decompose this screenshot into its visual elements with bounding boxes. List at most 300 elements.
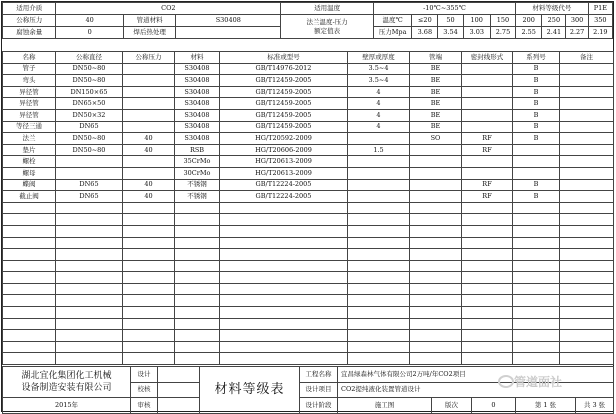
table-cell: 异径管	[3, 86, 56, 98]
table-cell: 异径管	[3, 109, 56, 121]
rev-label: 版次	[432, 398, 472, 414]
table-cell: SO	[410, 133, 462, 145]
table-cell	[123, 237, 175, 249]
table-cell	[560, 260, 614, 272]
table-cell	[348, 202, 410, 214]
pressure-cell: 3.68	[412, 27, 438, 39]
table-cell	[462, 202, 513, 214]
table-row	[3, 86, 614, 98]
table-cell	[513, 283, 560, 295]
table-cell	[513, 156, 560, 168]
table-cell: S30408	[175, 63, 220, 75]
table-cell	[3, 202, 56, 214]
table-cell	[56, 249, 123, 261]
table-cell	[56, 330, 123, 342]
table-cell: 4	[348, 109, 410, 121]
table-cell	[513, 318, 560, 330]
table-cell	[220, 260, 348, 272]
table-cell: GB/T12224-2005	[220, 191, 348, 203]
table-cell	[462, 330, 513, 342]
table-cell: GB/T12459-2005	[220, 109, 348, 121]
table-cell	[560, 191, 614, 203]
table-cell	[175, 272, 220, 284]
table-row	[3, 225, 614, 237]
table-cell	[3, 295, 56, 307]
table-cell	[348, 237, 410, 249]
table-cell	[56, 341, 123, 353]
table-row	[3, 283, 614, 295]
material-grade-sheet	[1, 1, 614, 412]
item-value: CO2提纯液化装置管道设计	[338, 382, 614, 398]
table-cell: S30408	[175, 98, 220, 110]
table-cell: B	[513, 191, 560, 203]
table-cell	[175, 353, 220, 365]
table-cell: DN50~80	[56, 133, 123, 145]
table-cell	[462, 353, 513, 365]
table-cell	[348, 260, 410, 272]
table-cell	[175, 330, 220, 342]
table-cell	[513, 307, 560, 319]
table-cell	[560, 353, 614, 365]
table-cell: 4	[348, 121, 410, 133]
table-row	[3, 75, 614, 87]
table-cell	[513, 249, 560, 261]
table-cell	[3, 307, 56, 319]
table-cell: 螺栓	[3, 156, 56, 168]
table-cell	[123, 272, 175, 284]
table-cell	[348, 191, 410, 203]
column-header: 公称压力	[123, 52, 175, 64]
temp-cell: 250	[542, 15, 566, 27]
table-cell: 3.5~4	[348, 63, 410, 75]
table-cell: RSB	[175, 144, 220, 156]
table-cell: HG/T20613-2009	[220, 156, 348, 168]
page-total: 共 3 张	[576, 398, 614, 414]
table-cell	[3, 214, 56, 226]
pressure-cell: 3.54	[438, 27, 463, 39]
table-cell	[123, 307, 175, 319]
table-cell	[123, 330, 175, 342]
table-cell	[56, 353, 123, 365]
pressure-cell: 2.19	[588, 27, 612, 39]
medium-value: CO2	[56, 3, 281, 15]
table-cell: GB/T12224-2005	[220, 179, 348, 191]
table-cell	[220, 330, 348, 342]
table-row	[3, 133, 614, 145]
table-cell	[220, 353, 348, 365]
table-cell	[220, 318, 348, 330]
table-cell	[56, 214, 123, 226]
table-cell	[175, 260, 220, 272]
table-cell: 截止阀	[3, 191, 56, 203]
table-cell	[56, 237, 123, 249]
pressure-cell: 2.55	[516, 27, 542, 39]
table-cell: S30408	[175, 86, 220, 98]
table-cell	[513, 202, 560, 214]
table-cell: 弯头	[3, 75, 56, 87]
pressure-cell: 3.03	[463, 27, 490, 39]
project-value: 宜昌绿森林气体有限公司2万吨/年CO2项目	[338, 367, 614, 383]
table-row	[3, 353, 614, 365]
check-label: 校核	[131, 382, 158, 398]
table-row	[3, 63, 614, 75]
temp-cell: 350	[588, 15, 612, 27]
table-cell	[123, 318, 175, 330]
table-cell	[348, 249, 410, 261]
table-row	[3, 98, 614, 110]
table-cell	[175, 295, 220, 307]
grade-label: 材料等级代号	[516, 3, 589, 15]
table-cell: 不锈钢	[175, 179, 220, 191]
table-row	[3, 121, 614, 133]
table-cell: RF	[462, 133, 513, 145]
table-cell: 法兰	[3, 133, 56, 145]
table-cell	[56, 283, 123, 295]
table-cell	[513, 237, 560, 249]
table-cell	[220, 237, 348, 249]
table-cell	[513, 260, 560, 272]
table-cell	[560, 75, 614, 87]
table-cell	[410, 179, 462, 191]
table-cell	[462, 260, 513, 272]
table-row	[3, 191, 614, 203]
table-row	[3, 330, 614, 342]
table-cell: B	[513, 121, 560, 133]
table-cell: GB/T12459-2005	[220, 75, 348, 87]
table-cell	[220, 307, 348, 319]
table-cell	[560, 156, 614, 168]
table-cell	[348, 341, 410, 353]
table-cell	[348, 167, 410, 179]
table-cell	[410, 318, 462, 330]
table-cell	[410, 330, 462, 342]
table-cell	[410, 156, 462, 168]
table-cell	[513, 225, 560, 237]
table-cell: 管子	[3, 63, 56, 75]
rev-value: 0	[472, 398, 516, 414]
table-cell	[560, 202, 614, 214]
table-cell	[462, 249, 513, 261]
table-cell	[513, 353, 560, 365]
temp-cell: ≤20	[412, 15, 438, 27]
table-cell: BE	[410, 98, 462, 110]
table-cell	[220, 283, 348, 295]
table-cell	[462, 167, 513, 179]
table-cell: 30CrMo	[175, 167, 220, 179]
table-cell	[123, 249, 175, 261]
table-cell	[3, 283, 56, 295]
rated-label	[281, 15, 374, 39]
table-cell: GB/T14976-2012	[220, 63, 348, 75]
table-row	[3, 167, 614, 179]
table-cell	[348, 283, 410, 295]
table-cell: 蝶阀	[3, 179, 56, 191]
table-cell	[56, 260, 123, 272]
table-cell: DN50×32	[56, 109, 123, 121]
table-cell	[410, 167, 462, 179]
table-cell: RF	[462, 191, 513, 203]
table-cell	[560, 283, 614, 295]
table-cell: B	[513, 98, 560, 110]
table-cell: 螺母	[3, 167, 56, 179]
table-cell	[513, 272, 560, 284]
table-cell	[3, 225, 56, 237]
table-cell	[410, 191, 462, 203]
table-cell	[560, 63, 614, 75]
table-cell	[123, 260, 175, 272]
table-cell: RF	[462, 179, 513, 191]
weld-label: 焊后热处理	[123, 27, 175, 39]
table-cell: B	[513, 109, 560, 121]
table-cell	[175, 307, 220, 319]
table-cell: RF	[462, 144, 513, 156]
table-cell	[123, 214, 175, 226]
table-cell	[348, 353, 410, 365]
table-cell: GB/T12459-2005	[220, 98, 348, 110]
stage-label: 设计阶段	[300, 398, 338, 414]
table-cell	[462, 318, 513, 330]
table-cell	[3, 237, 56, 249]
table-cell	[220, 272, 348, 284]
wechat-icon	[498, 375, 514, 388]
table-cell	[348, 330, 410, 342]
table-cell: DN50~80	[56, 75, 123, 87]
table-cell	[123, 121, 175, 133]
pressure-cell: 2.27	[566, 27, 588, 39]
table-cell	[462, 225, 513, 237]
table-cell	[560, 341, 614, 353]
table-cell: 等径三通	[3, 121, 56, 133]
table-cell	[3, 260, 56, 272]
table-cell	[56, 295, 123, 307]
table-cell	[560, 249, 614, 261]
table-cell	[175, 202, 220, 214]
column-header: 密封线形式	[462, 52, 513, 64]
grade-value: P1E	[588, 3, 612, 15]
table-cell	[220, 341, 348, 353]
table-cell	[123, 109, 175, 121]
table-cell	[220, 295, 348, 307]
table-cell	[410, 283, 462, 295]
table-cell: 40	[123, 144, 175, 156]
pressure-unit: 压力Mpa	[373, 27, 411, 39]
pressure-cell: 2.41	[542, 27, 566, 39]
table-cell	[3, 272, 56, 284]
table-cell	[348, 307, 410, 319]
table-row	[3, 214, 614, 226]
company-name-line2: 设备制造安装有限公司	[21, 383, 112, 393]
table-cell	[560, 272, 614, 284]
table-cell	[56, 156, 123, 168]
table-cell	[462, 307, 513, 319]
table-row	[3, 179, 614, 191]
design-sign	[158, 367, 200, 383]
table-cell: GB/T12459-2005	[220, 121, 348, 133]
table-cell	[220, 214, 348, 226]
table-cell: 异径管	[3, 98, 56, 110]
review-sign	[158, 398, 200, 414]
table-cell	[348, 179, 410, 191]
table-cell: DN65	[56, 179, 123, 191]
table-cell: S30408	[175, 133, 220, 145]
pressure-label: 公称压力	[3, 15, 56, 27]
table-cell	[462, 237, 513, 249]
table-cell	[560, 295, 614, 307]
table-cell	[560, 98, 614, 110]
table-cell	[462, 341, 513, 353]
table-row	[3, 144, 614, 156]
doc-title: 材料等级表	[200, 367, 300, 414]
table-cell	[462, 272, 513, 284]
table-cell	[462, 86, 513, 98]
table-cell: 4	[348, 98, 410, 110]
table-cell: DN65×50	[56, 98, 123, 110]
table-cell: BE	[410, 109, 462, 121]
table-cell: 垫片	[3, 144, 56, 156]
table-cell	[123, 225, 175, 237]
column-header: 材料	[175, 52, 220, 64]
table-cell	[56, 167, 123, 179]
table-cell	[410, 249, 462, 261]
table-cell	[410, 307, 462, 319]
table-cell	[123, 86, 175, 98]
table-cell	[123, 295, 175, 307]
table-row	[3, 272, 614, 284]
corrosion-label: 腐蚀余量	[3, 27, 56, 39]
material-table	[2, 51, 614, 365]
table-row	[3, 109, 614, 121]
stage-value: 施工图	[338, 398, 432, 414]
column-header: 壁厚或厚度	[348, 52, 410, 64]
temp-label: 适用温度	[281, 3, 374, 15]
table-cell	[175, 341, 220, 353]
table-cell: B	[513, 75, 560, 87]
table-cell	[513, 167, 560, 179]
table-cell	[348, 156, 410, 168]
table-cell: B	[513, 63, 560, 75]
table-cell	[560, 86, 614, 98]
table-cell	[410, 341, 462, 353]
table-row	[3, 156, 614, 168]
table-cell: 1.5	[348, 144, 410, 156]
table-cell: BE	[410, 63, 462, 75]
table-cell	[3, 249, 56, 261]
table-cell	[560, 237, 614, 249]
table-cell: DN50~80	[56, 144, 123, 156]
table-cell: DN65	[56, 191, 123, 203]
table-cell: 不锈钢	[175, 191, 220, 203]
table-cell	[462, 109, 513, 121]
table-cell	[56, 318, 123, 330]
table-cell	[513, 330, 560, 342]
company-name-line1: 湖北宜化集团化工机械	[21, 371, 112, 381]
temp-unit: 温度℃	[373, 15, 411, 27]
table-cell: 4	[348, 86, 410, 98]
table-row	[3, 307, 614, 319]
table-cell	[462, 63, 513, 75]
temp-value: -10℃~355℃	[373, 3, 515, 15]
table-cell	[560, 214, 614, 226]
table-cell	[3, 353, 56, 365]
table-cell	[410, 202, 462, 214]
rated-label-line2: 额定值表	[314, 26, 341, 35]
table-cell	[410, 214, 462, 226]
table-cell	[175, 237, 220, 249]
table-cell	[3, 341, 56, 353]
table-cell	[560, 318, 614, 330]
temp-cell: 200	[516, 15, 542, 27]
table-cell	[123, 156, 175, 168]
table-cell: DN150×65	[56, 86, 123, 98]
table-cell	[462, 214, 513, 226]
check-sign	[158, 382, 200, 398]
table-cell	[348, 225, 410, 237]
table-row	[3, 260, 614, 272]
temp-cell: 150	[490, 15, 515, 27]
watermark: 管道面社	[514, 375, 563, 389]
table-cell	[348, 133, 410, 145]
table-cell	[560, 307, 614, 319]
table-cell	[56, 225, 123, 237]
table-cell	[175, 214, 220, 226]
table-cell: BE	[410, 121, 462, 133]
table-cell	[410, 225, 462, 237]
column-header: 系列号	[513, 52, 560, 64]
table-cell	[56, 272, 123, 284]
material-table-body	[3, 63, 614, 364]
table-cell: S30408	[175, 121, 220, 133]
table-cell	[123, 63, 175, 75]
table-cell	[56, 202, 123, 214]
table-cell	[123, 75, 175, 87]
table-cell	[175, 249, 220, 261]
table-cell	[56, 307, 123, 319]
table-cell	[513, 341, 560, 353]
column-header: 管端	[410, 52, 462, 64]
table-cell: BE	[410, 86, 462, 98]
table-cell	[410, 260, 462, 272]
header-table	[2, 2, 613, 39]
table-cell: B	[513, 86, 560, 98]
table-cell	[560, 109, 614, 121]
table-cell	[348, 214, 410, 226]
design-label: 设计	[131, 367, 158, 383]
table-cell	[560, 133, 614, 145]
temp-cell: 300	[566, 15, 588, 27]
pipe-value: S30408	[176, 15, 281, 27]
column-header: 名称	[3, 52, 56, 64]
table-cell	[410, 353, 462, 365]
table-row	[3, 202, 614, 214]
temp-cell: 50	[438, 15, 463, 27]
table-cell	[513, 214, 560, 226]
table-cell	[123, 202, 175, 214]
table-row	[3, 341, 614, 353]
table-cell	[560, 167, 614, 179]
table-cell	[123, 98, 175, 110]
table-cell	[123, 167, 175, 179]
company-name	[3, 367, 131, 398]
table-cell	[220, 249, 348, 261]
table-cell	[462, 156, 513, 168]
pipe-label: 管道材料	[123, 15, 175, 27]
pressure-cell: 2.75	[490, 27, 515, 39]
table-row	[3, 318, 614, 330]
table-cell: 40	[123, 191, 175, 203]
table-cell: 35CrMo	[175, 156, 220, 168]
temp-cell: 100	[463, 15, 490, 27]
table-cell	[410, 272, 462, 284]
